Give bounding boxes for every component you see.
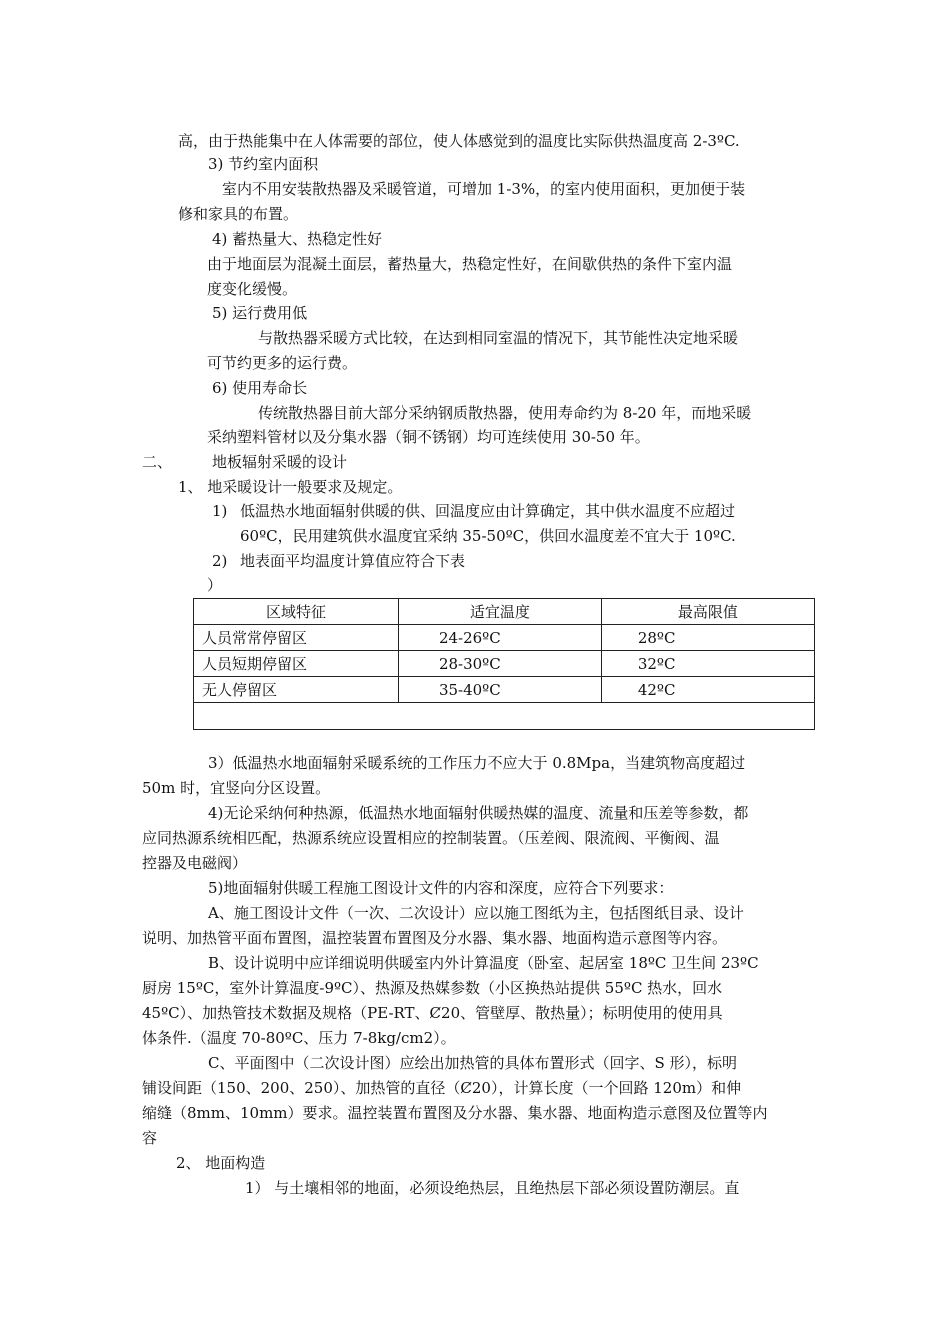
table-cell: 人员常常停留区 [194,625,399,651]
list-number: 2) [212,552,228,570]
table-cell: 28-30ºC [398,651,601,677]
text-line: 采纳塑料管材以及分集水器（铜不锈钢）均可连续使用 30-50 年。 [207,428,650,446]
text-line: 5)地面辐射供暖工程施工图设计文件的内容和深度，应符合下列要求： [208,879,674,897]
text-line: 与散热器采暖方式比较，在达到相同室温的情况下，其节能性决定地采暖 [258,329,739,347]
text-line: 3）低温热水地面辐射采暖系统的工作压力不应大于 0.8Mpa，当建筑物高度超过 [208,754,746,772]
table-header-cell: 适宜温度 [398,599,601,625]
table-header-cell: 区域特征 [194,599,399,625]
list-heading: 5) 运行费用低 [212,304,308,322]
text-line: 厨房 15ºC，室外计算温度-9ºC）、热源及热媒参数（小区换热站提供 55ºC 热水，回水 [142,979,723,997]
text-line: 低温热水地面辐射供暖的供、回温度应由计算确定，其中供水温度不应超过 [240,502,736,520]
table-cell: 42ºC [601,677,814,703]
text-line: 由于地面层为混凝土面层，蓄热量大，热稳定性好，在间歇供热的条件下室内温 [207,255,733,273]
section-number: 二、 [142,453,173,471]
text-line: 说明、加热管平面布置图，温控装置布置图及分水器、集水器、地面构造示意图等内容。 [142,929,728,947]
text-line: 传统散热器目前大部分采纳钢质散热器，使用寿命约为 8-20 年，而地采暖 [258,404,752,422]
subsection-title: 1、 地采暖设计一般要求及规定。 [178,478,403,496]
list-heading: 3) 节约室内面积 [208,155,319,173]
text-line: 1） 与土壤相邻的地面，必须设绝热层，且绝热层下部必须设置防潮层。直 [245,1179,740,1197]
temperature-table [193,598,815,730]
list-heading: 4) 蓄热量大、热稳定性好 [212,230,383,248]
table-border-extension [797,598,815,726]
table-blank-row [194,703,815,730]
section-title: 地板辐射采暖的设计 [212,453,348,471]
text-line: 50m 时，宜竖向分区设置。 [142,779,331,797]
table-cell: 24-26ºC [398,625,601,651]
text-line: 修和家具的布置。 [178,205,299,223]
table-row [194,677,815,703]
text-line: 体条件.（温度 70-80ºC、压力 7-8kg/cm2）。 [142,1029,456,1047]
table-cell: 人员短期停留区 [194,651,399,677]
text-line: 控器及电磁阀） [142,854,248,872]
list-heading: 6) 使用寿命长 [212,379,308,397]
table-blank-cell [194,703,815,730]
text-line: 容 [142,1129,158,1147]
text-line: 度变化缓慢。 [207,280,298,298]
table-row [194,651,815,677]
text-line: 4)无论采纳何种热源，低温热水地面辐射供暖热媒的温度、流量和压差等参数，都 [208,804,749,822]
text-line: 应同热源系统相匹配，热源系统应设置相应的控制装置。（压差阀、限流阀、平衡阀、温 [142,829,720,847]
table-cell: 无人停留区 [194,677,399,703]
text-line: 60ºC，民用建筑供水温度宜采纳 35-50ºC，供回水温度差不宜大于 10ºC. [240,527,736,545]
text-line: 缩缝（8mm、10mm）要求。温控装置布置图及分水器、集水器、地面构造示意图及位置等内 [142,1104,768,1122]
list-number: 1) [212,502,228,520]
text-line: 45ºC）、加热管技术数据及规格（PE-RT、Ȼ20、管壁厚、散热量）；标明使用的使用具 [142,1004,723,1022]
table-header-cell: 最高限值 [601,599,814,625]
text-line: 高，由于热能集中在人体需要的部位，使人体感觉到的温度比实际供热温度高 2-3ºC. [178,132,740,150]
table-cell: 32ºC [601,651,814,677]
table-row [194,625,815,651]
text-line: 可节约更多的运行费。 [207,354,358,372]
text-line: 地表面平均温度计算值应符合下表 [240,552,466,570]
subsection-title: 2、 地面构造 [176,1154,266,1172]
text-line: A、施工图设计文件（一次、二次设计）应以施工图纸为主，包括图纸目录、设计 [208,904,744,922]
text-line: 铺设间距（150、200、250）、加热管的直径（Ȼ20），计算长度（一个回路 120m）和伸 [142,1079,742,1097]
text-line: 室内不用安装散热器及采暖管道，可增加 1-3%，的室内使用面积，更加便于装 [222,180,746,198]
table-cell: 35-40ºC [398,677,601,703]
text-line: B、设计说明中应详细说明供暖室内外计算温度（卧室、起居室 18ºC 卫生间 23ºC [208,954,759,972]
text-line: ） [207,576,223,594]
table-header-row [194,599,815,625]
text-line: C、平面图中（二次设计图）应绘出加热管的具体布置形式（回字、S 形），标明 [208,1054,738,1072]
table-cell: 28ºC [601,625,814,651]
